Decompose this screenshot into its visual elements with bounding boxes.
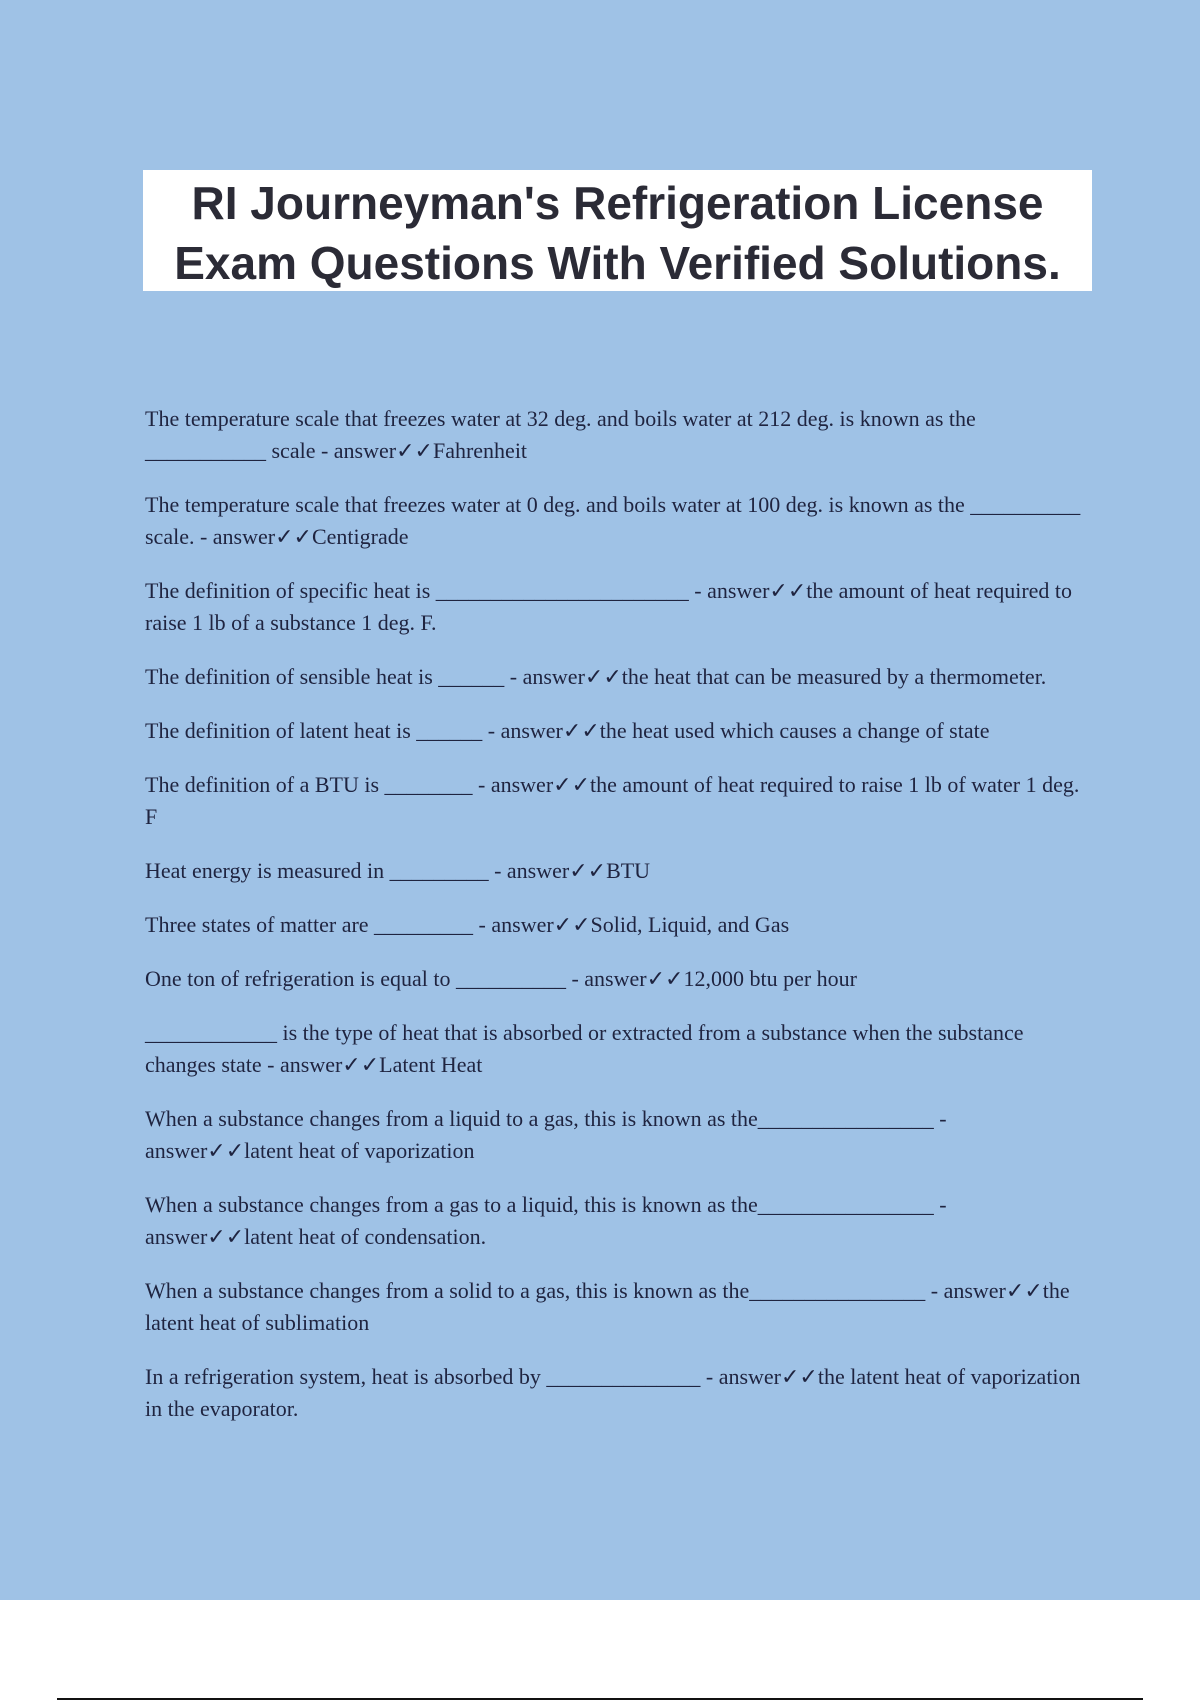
title-box [143, 170, 1092, 291]
qa-item: When a substance changes from a gas to a liquid, this is known as the________________ - answer✓✓latent heat of condensation. [145, 1192, 947, 1249]
qa-item: The definition of latent heat is ______ - answer✓✓the heat used which causes a change of state [145, 718, 990, 743]
qa-item: When a substance changes from a solid to a gas, this is known as the________________ - answer✓✓the latent heat of sublimation [145, 1278, 1070, 1335]
qa-item: The temperature scale that freezes water at 32 deg. and boils water at 212 deg. is known as the ___________ scale - answer✓✓Fahrenheit [145, 406, 976, 463]
qa-item: One ton of refrigeration is equal to __________ - answer✓✓12,000 btu per hour [145, 966, 857, 991]
document-title-line-2: Exam Questions With Verified Solutions. [174, 237, 1061, 289]
document-title-line-1: RI Journeyman's Refrigeration License [191, 177, 1044, 229]
qa-item: In a refrigeration system, heat is absorbed by ______________ - answer✓✓the latent heat of vaporization in the evaporator. [145, 1364, 1081, 1421]
qa-item: The definition of a BTU is ________ - answer✓✓the amount of heat required to raise 1 lb of water 1 deg. F [145, 772, 1080, 829]
qa-item: The temperature scale that freezes water at 0 deg. and boils water at 100 deg. is known as the __________ scale. - answer✓✓Centigrade [145, 492, 1081, 549]
qa-item: Three states of matter are _________ - answer✓✓Solid, Liquid, and Gas [145, 912, 790, 937]
question-answer-list [145, 381, 1085, 1438]
qa-item: The definition of sensible heat is ______ - answer✓✓the heat that can be measured by a thermometer. [145, 664, 1047, 689]
qa-item: Heat energy is measured in _________ - answer✓✓BTU [145, 858, 651, 883]
qa-item: The definition of specific heat is _______________________ - answer✓✓the amount of heat required to raise 1 lb of a substance 1 deg. F. [145, 578, 1073, 635]
qa-item: ____________ is the type of heat that is absorbed or extracted from a substance when the substance changes state - answer✓✓Latent Heat [145, 1020, 1024, 1077]
qa-item: When a substance changes from a liquid to a gas, this is known as the________________ - answer✓✓latent heat of vaporization [145, 1106, 947, 1163]
